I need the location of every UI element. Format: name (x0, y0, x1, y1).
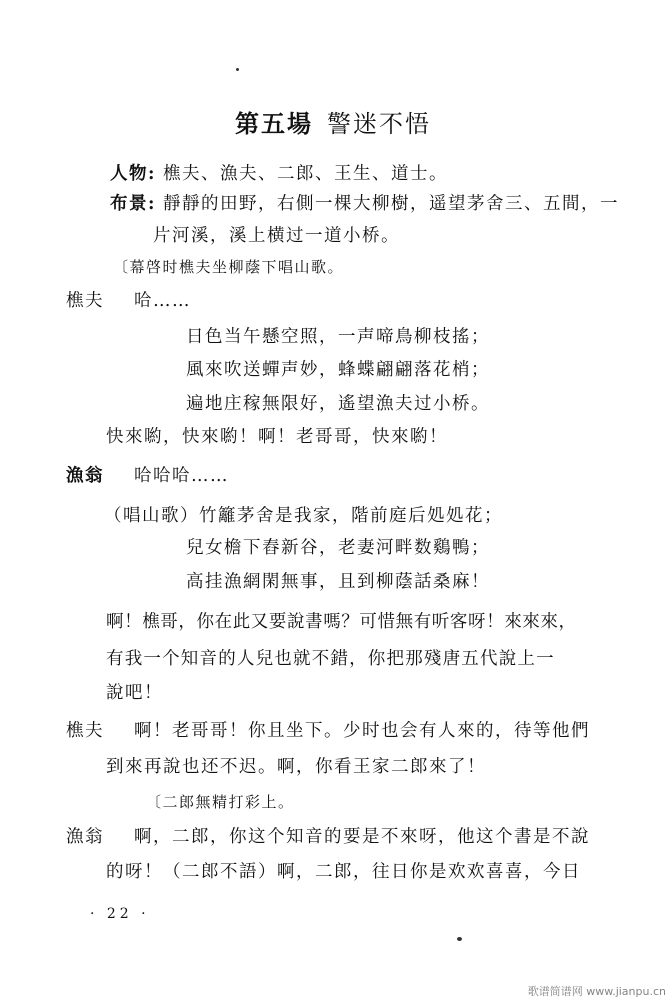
dialogue-text: 哈…… (134, 291, 191, 311)
dialogue-line: 的呀！（二郎不語）啊，二郎，往日你是欢欢喜喜，今日 (106, 862, 581, 882)
speck (457, 937, 462, 941)
verse-line: 高挂漁網閑無事，且到柳蔭話桑麻！ (186, 572, 490, 592)
dialogue-line: 到來再說也还不迟。啊，你看王家二郎來了！ (106, 757, 486, 777)
setting-label: 布景: (110, 194, 156, 214)
dialogue-line (66, 829, 590, 847)
speaker: 樵夫 (66, 721, 104, 741)
scene-title (235, 104, 431, 139)
dialogue-line (66, 468, 229, 486)
dialogue-text: 啊，二郎，你这个知音的要是不來呀，他这个書是不說 (134, 827, 590, 847)
dialogue-line: 有我一个知音的人兒也就不錯，你把那殘唐五代說上一 (106, 649, 555, 669)
verse-line: 遍地庄稼無限好，遙望漁夫过小桥。 (186, 394, 490, 414)
setting-text: 靜靜的田野，右側一棵大柳樹，遥望茅舍三、五間，一 (163, 194, 620, 214)
setting-line (110, 196, 619, 214)
scene-name: 警迷不悟 (327, 110, 431, 138)
dialogue-text: 哈哈哈…… (134, 466, 229, 486)
verse-line: 日色当午懸空照，一声啼鳥柳枝搖； (186, 327, 490, 347)
dialogue-line: 啊！樵哥，你在此又要說書嗎？可惜無有听客呀！來來來， (106, 612, 577, 632)
verse-line: 風來吹送蟬声妙，蜂蝶翩翩落花梢； (186, 360, 490, 380)
dialogue-line (66, 723, 590, 741)
watermark: 歌谱简谱网 www.jianpu.cn (527, 985, 666, 998)
dialogue-line: 說吧！ (106, 683, 163, 703)
dialogue-line: 快來喲，快來喲！啊！老哥哥，快來喲！ (106, 427, 448, 447)
dialogue-text: 啊！老哥哥！你且坐下。少时也会有人來的，待等他們 (134, 721, 590, 741)
page-number: · 22 · (90, 906, 150, 922)
verse-line: （唱山歌）竹籬茅舍是我家，階前庭后処処花； (104, 506, 503, 526)
speaker: 漁翁 (66, 466, 104, 486)
cast-text: 樵夫、漁夫、二郎、王生、道士。 (163, 164, 449, 184)
dialogue-line (66, 293, 191, 311)
setting-line-2: 片河溪，溪上横过一道小桥。 (153, 226, 400, 246)
stage-direction: 〔幕啓时樵夫坐柳蔭下唱山歌。 (113, 258, 345, 276)
verse-line: 兒女檐下舂新谷，老妻河畔数鷄鴨； (186, 538, 490, 558)
cast-label: 人物: (110, 164, 156, 184)
speaker: 樵夫 (66, 291, 104, 311)
speaker: 漁翁 (66, 827, 104, 847)
speck (236, 68, 239, 71)
scene-number: 第五場 (235, 109, 313, 138)
stage-direction: 〔二郎無精打彩上。 (146, 793, 295, 811)
cast-line (110, 166, 448, 184)
